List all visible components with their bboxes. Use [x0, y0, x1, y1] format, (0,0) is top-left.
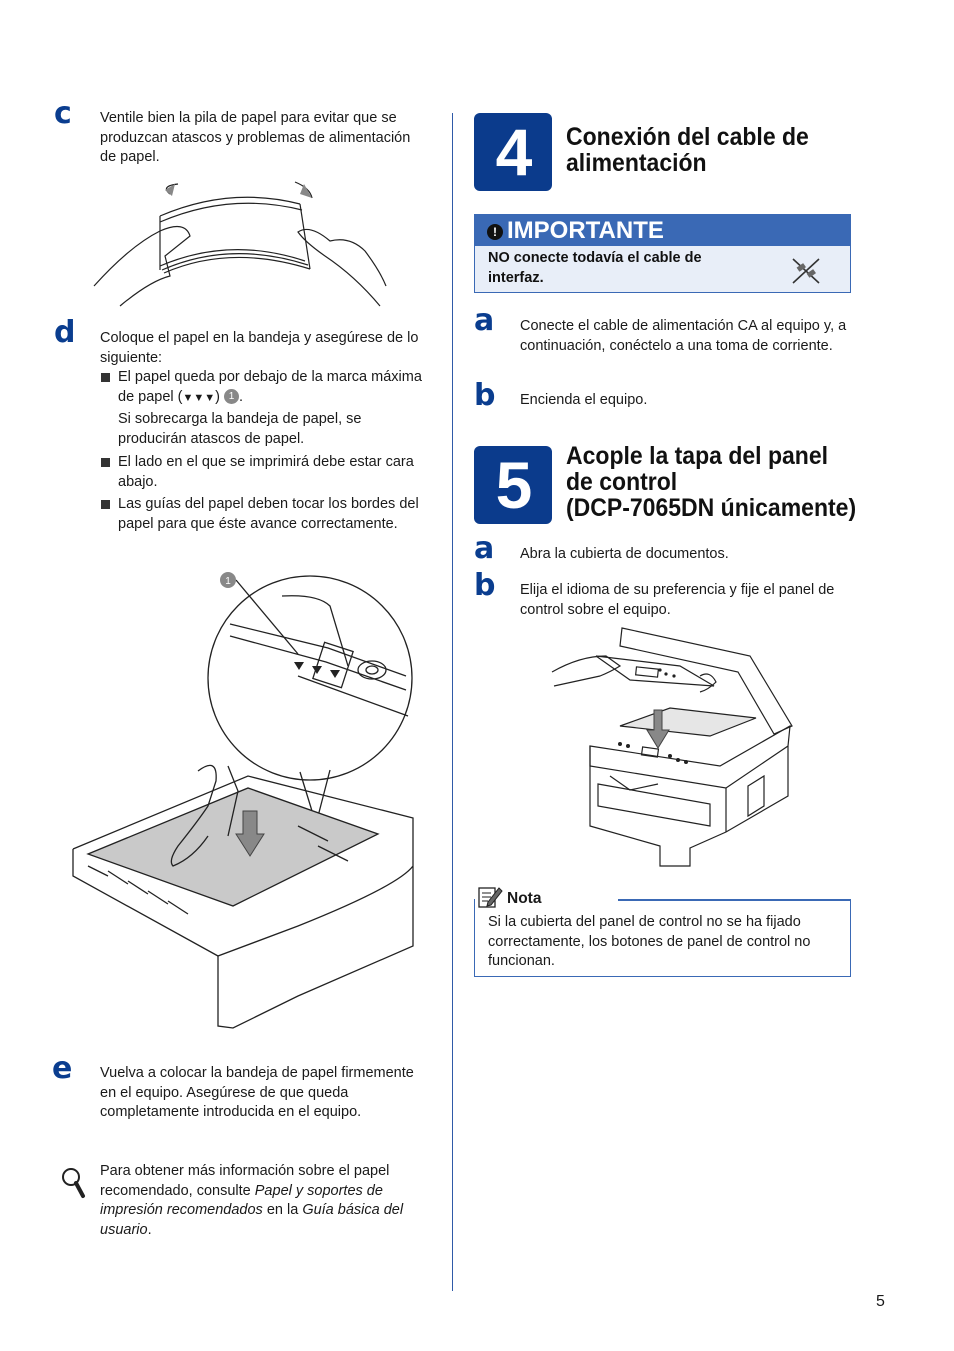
step-4b-text: Encienda el equipo.: [520, 392, 648, 408]
step-d-bullet-2: El lado en el que se imprimirá debe estar cara abajo.: [100, 453, 430, 492]
callout-1-badge: 1: [224, 389, 239, 404]
reference-t3: en la: [262, 1202, 303, 1218]
bullet-1-sub: Si sobrecarga la bandeja de papel, se producirán atascos de papel.: [118, 411, 362, 447]
paper-tray-illustration: [68, 566, 420, 1031]
reference-t1: Para obtener más información sobre el papel recomendado, consulte: [100, 1163, 390, 1199]
figure-callout-1: 1: [225, 576, 231, 587]
reference-text: [100, 1162, 430, 1240]
column-divider: [452, 113, 453, 1291]
max-paper-mark: ▼▼▼: [182, 391, 216, 404]
step-5-title-line2: de control: [566, 468, 678, 496]
step-5-letter-b: b: [474, 568, 496, 603]
step-letter-c: c: [54, 96, 72, 131]
magnifier-icon: [60, 1166, 86, 1200]
reference-guide-name: Guía básica del usuario: [100, 1202, 404, 1238]
step-4-letter-b: b: [474, 378, 496, 413]
step-d-intro: Coloque el papel en la bandeja y asegúrese de lo siguiente:: [100, 330, 419, 366]
step-c-text: Ventile bien la pila de papel para evitar que se produzcan atascos y problemas de alimentación de papel.: [100, 110, 411, 165]
step-d-bullet-3: Las guías del papel deben tocar los bordes del papel para que éste avance correctamente.: [100, 495, 430, 534]
step-4-number-box: 4: [474, 113, 552, 191]
step-5-title-line3: (DCP-7065DN únicamente): [566, 494, 857, 522]
bullet-1-end: .: [239, 388, 244, 405]
step-5-title-line1: Acople la tapa del panel: [566, 442, 829, 470]
step-d-bullet-1: [100, 368, 430, 449]
step-5b-text: Elija el idioma de su preferencia y fije el panel de control sobre el equipo.: [520, 582, 835, 618]
reference-t5: .: [147, 1221, 152, 1238]
step-5-letter-a: a: [474, 531, 495, 566]
page-number: 5: [876, 1293, 885, 1310]
important-box: [474, 214, 851, 293]
step-4-title: Conexión del cable de alimentación: [566, 123, 809, 177]
important-header: [475, 215, 850, 246]
note-text: Si la cubierta del panel de control no se ha fijado correctamente, los botones de panel de control no funcionan.: [488, 914, 811, 969]
paper-fanning-illustration: [90, 176, 390, 316]
important-text: NO conecte todavía el cable de interfaz.: [488, 250, 702, 286]
printer-panel-illustration: [550, 626, 795, 871]
step-5-title: [566, 443, 860, 521]
important-title: IMPORTANTE: [507, 217, 664, 244]
bullet-1-post: ): [215, 388, 225, 405]
step-e-text: Vuelva a colocar la bandeja de papel firmemente en el equipo. Asegúrese de que queda completamente introducida en el equipo.: [100, 1065, 414, 1120]
exclamation-icon: !: [487, 224, 503, 240]
step-letter-e: e: [52, 1051, 73, 1086]
bullet-1-pre: El papel queda por debajo de la marca máxima de papel (: [118, 369, 422, 405]
step-5a-text: Abra la cubierta de documentos.: [520, 546, 729, 562]
pencil-note-icon: [478, 885, 502, 909]
step-d-block: [100, 329, 430, 534]
step-4-letter-a: a: [474, 303, 495, 338]
step-4a-text: Conecte el cable de alimentación CA al equipo y, a continuación, conéctelo a una toma de corriente.: [520, 318, 847, 354]
reference-link-papel: Papel y soportes de impresión recomendados: [100, 1182, 383, 1218]
step-letter-d: d: [54, 315, 76, 350]
step-5-number-box: 5: [474, 446, 552, 524]
note-title: Nota: [507, 890, 542, 907]
no-cable-icon: [789, 255, 823, 287]
